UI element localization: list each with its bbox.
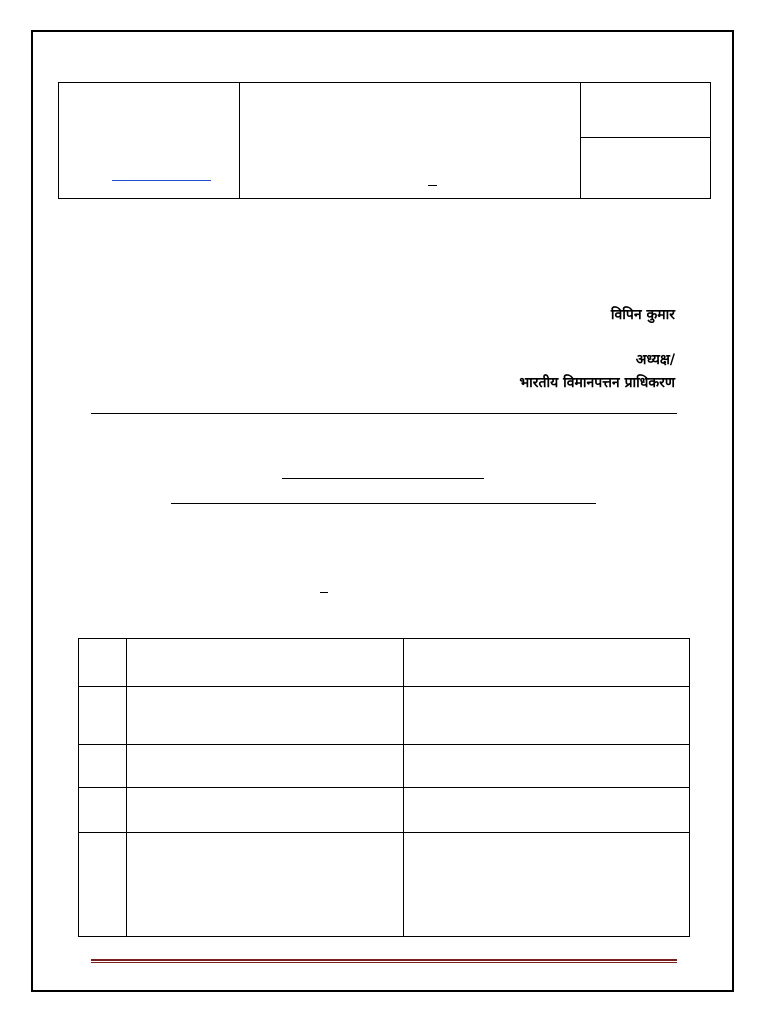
header-dash bbox=[428, 185, 437, 186]
blank-dash bbox=[320, 592, 328, 593]
signatory-designation: अध्यक्ष/ bbox=[635, 352, 675, 368]
details-table bbox=[78, 638, 690, 937]
header-column-divider bbox=[239, 83, 240, 198]
heading-underline bbox=[282, 478, 484, 479]
header-table bbox=[58, 82, 711, 199]
footer-rule bbox=[91, 959, 677, 963]
signatory-name: विपिन कुमार bbox=[610, 307, 675, 323]
table-row-divider bbox=[79, 744, 689, 745]
header-column-divider bbox=[580, 83, 581, 198]
signatory-organization: भारतीय विमानपत्तन प्राधिकरण bbox=[519, 375, 675, 391]
table-row-divider bbox=[79, 832, 689, 833]
section-divider bbox=[91, 413, 677, 414]
table-row-divider bbox=[79, 686, 689, 687]
header-link-underline[interactable] bbox=[112, 180, 211, 181]
header-right-cell-divider bbox=[580, 137, 710, 138]
subheading-underline bbox=[171, 503, 596, 504]
table-row-divider bbox=[79, 787, 689, 788]
